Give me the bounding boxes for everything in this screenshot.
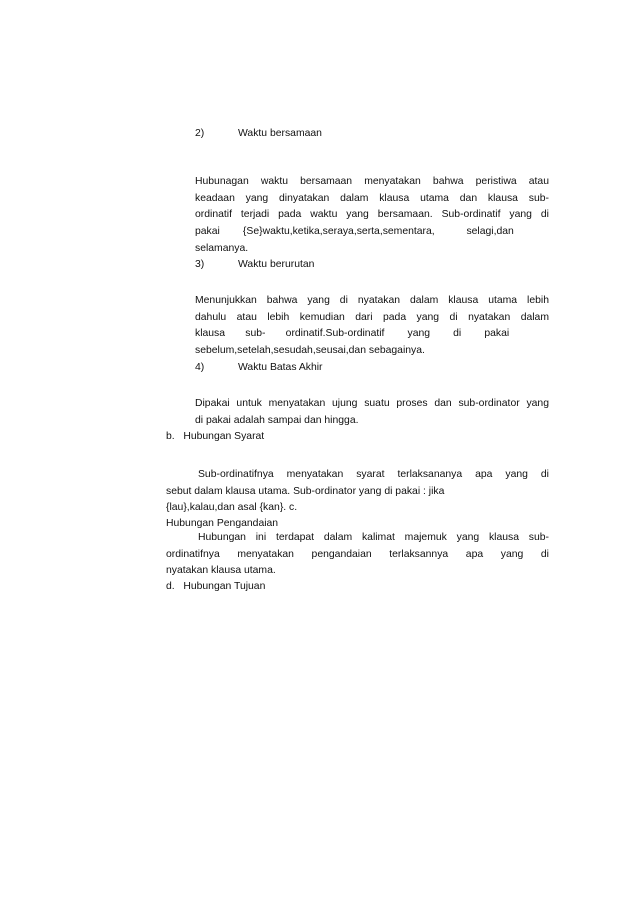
paragraph-line: {lau},kalau,dan asal {kan}. c. (166, 502, 298, 513)
paragraph-line: Hubungan ini terdapat dalam kalimat majemuk yang klausa sub- (198, 532, 549, 543)
list-number-4: 4) (195, 362, 205, 373)
list-title-waktu-berurutan: Waktu berurutan (238, 259, 315, 270)
paragraph-line: dahulu atau lebih kemudian dari pada yang di nyatakan dalam (195, 312, 549, 323)
paragraph-line: sebut dalam klausa utama. Sub-ordinator yang di pakai : jika (166, 486, 445, 497)
list-number-2: 2) (195, 128, 205, 139)
heading-hubungan-syarat: b. Hubungan Syarat (166, 431, 265, 442)
paragraph-line: Dipakai untuk menyatakan ujung suatu proses dan sub-ordinator yang (195, 398, 549, 409)
list-number-3: 3) (195, 259, 205, 270)
paragraph-line: sebelum,setelah,sesudah,seusai,dan sebagainya. (195, 345, 425, 356)
paragraph-line: nyatakan klausa utama. (166, 565, 276, 576)
paragraph-line: pakai {Se}waktu,ketika,seraya,serta,sementara, selagi,dan (195, 226, 514, 237)
list-title-waktu-bersamaan: Waktu bersamaan (238, 128, 322, 139)
paragraph-line: Menunjukkan bahwa yang di nyatakan dalam klausa utama lebih (195, 295, 549, 306)
paragraph-line: Sub-ordinatifnya menyatakan syarat terlaksananya apa yang di (198, 469, 549, 480)
paragraph-line: klausa sub- ordinatif.Sub-ordinatif yang di pakai (195, 328, 510, 339)
paragraph-line: Hubunagan waktu bersamaan menyatakan bahwa peristiwa atau (195, 176, 549, 187)
heading-hubungan-tujuan: d. Hubungan Tujuan (166, 581, 266, 592)
paragraph-line: ordinatif terjadi pada waktu yang bersamaan. Sub-ordinatif yang di (195, 209, 549, 220)
paragraph-line: selamanya. (195, 243, 249, 254)
heading-hubungan-pengandaian: Hubungan Pengandaian (166, 518, 279, 529)
paragraph-line: keadaan yang dinyatakan dalam klausa utama dan klausa sub- (195, 193, 549, 204)
paragraph-line: ordinatifnya menyatakan pengandaian terlaksannya apa yang di (166, 549, 549, 560)
list-title-waktu-batas-akhir: Waktu Batas Akhir (238, 362, 323, 373)
paragraph-line: di pakai adalah sampai dan hingga. (195, 415, 359, 426)
